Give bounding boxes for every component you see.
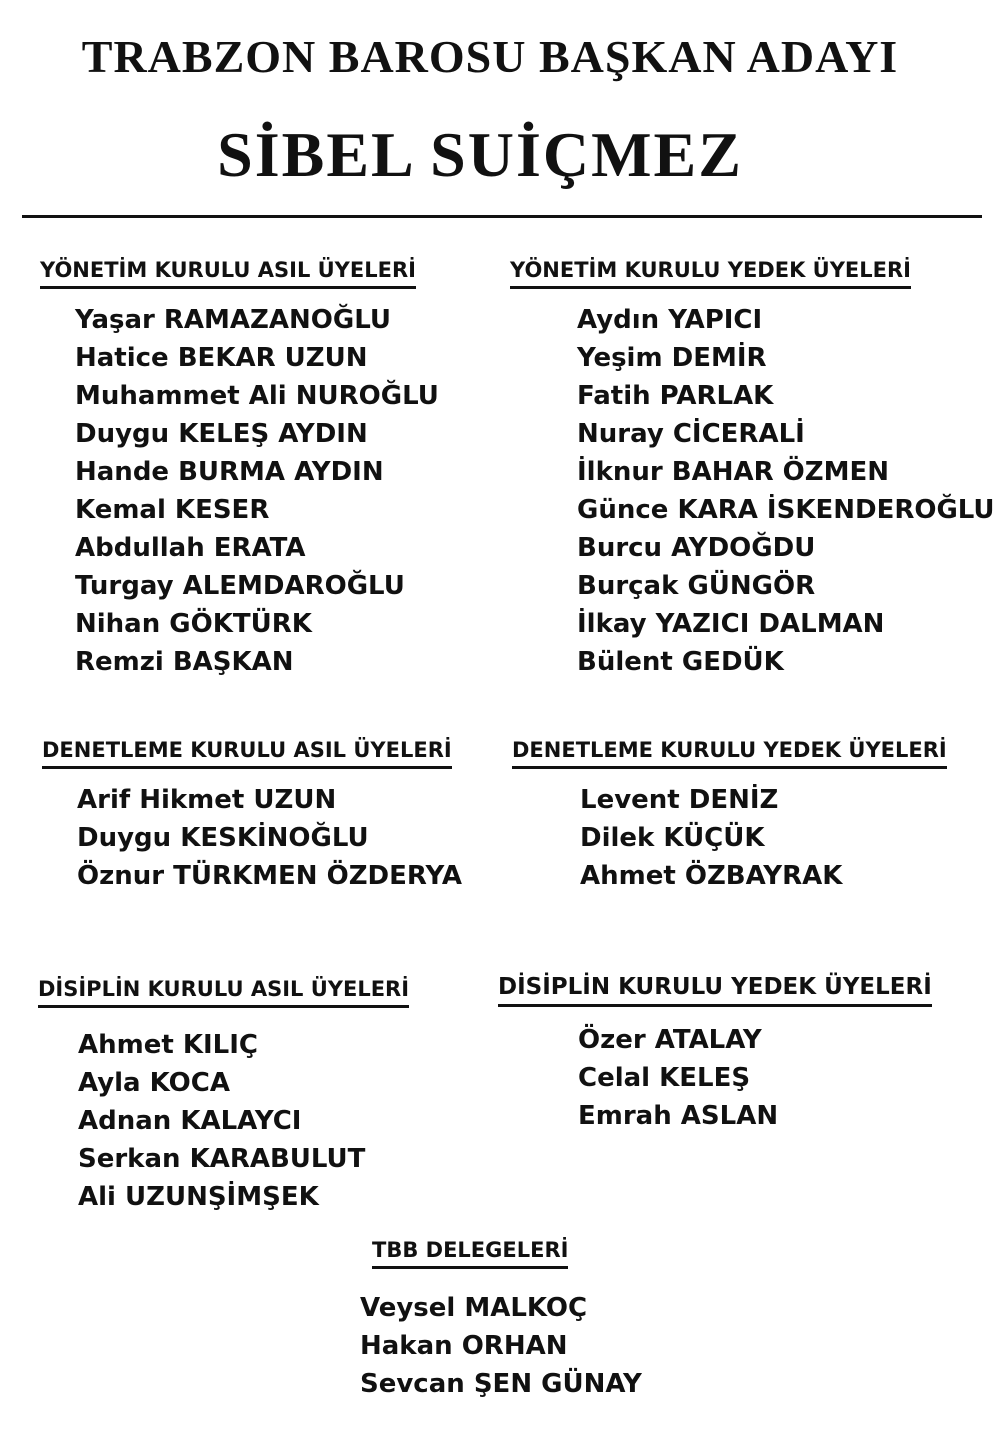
section-tbb-delegeleri xyxy=(360,1238,642,1403)
section-disiplin-yedek xyxy=(498,974,932,1135)
member-name: Dilek KÜÇÜK xyxy=(580,823,765,853)
member-name: Fatih PARLAK xyxy=(577,381,774,411)
member-name: Öznur TÜRKMEN ÖZDERYA xyxy=(77,861,462,891)
member-name: Abdullah ERATA xyxy=(75,533,306,563)
section-denetleme-asil xyxy=(42,738,462,895)
member-name: Burcu AYDOĞDU xyxy=(577,533,816,563)
section-heading: DİSİPLİN KURULU YEDEK ÜYELERİ xyxy=(498,974,932,1007)
member-name: Duygu KESKİNOĞLU xyxy=(77,823,369,853)
member-name: Levent DENİZ xyxy=(580,785,779,815)
member-name: Günce KARA İSKENDEROĞLU xyxy=(577,495,995,525)
member-name: Ali UZUNŞİMŞEK xyxy=(78,1182,319,1212)
section-heading: DENETLEME KURULU ASIL ÜYELERİ xyxy=(42,738,452,769)
member-name: İlknur BAHAR ÖZMEN xyxy=(577,457,890,487)
member-name: Remzi BAŞKAN xyxy=(75,647,294,677)
member-name: Kemal KESER xyxy=(75,495,270,525)
member-name: İlkay YAZICI DALMAN xyxy=(577,609,885,639)
member-list xyxy=(360,1289,642,1403)
member-list xyxy=(578,1021,932,1135)
member-name: Ahmet KILIÇ xyxy=(78,1030,258,1060)
member-name: Nihan GÖKTÜRK xyxy=(75,609,312,639)
section-heading: YÖNETİM KURULU YEDEK ÜYELERİ xyxy=(510,258,911,289)
member-name: Serkan KARABULUT xyxy=(78,1144,366,1174)
section-heading: DİSİPLİN KURULU ASIL ÜYELERİ xyxy=(38,977,409,1008)
member-name: Aydın YAPICI xyxy=(577,305,763,335)
member-name: Adnan KALAYCI xyxy=(78,1106,302,1136)
member-name: Veysel MALKOÇ xyxy=(360,1293,588,1323)
member-name: Yaşar RAMAZANOĞLU xyxy=(75,305,391,335)
member-name: Burçak GÜNGÖR xyxy=(577,571,816,601)
member-name: Turgay ALEMDAROĞLU xyxy=(75,571,405,601)
section-yonetim-asil xyxy=(40,258,439,681)
page-title: TRABZON BAROSU BAŞKAN ADAYI xyxy=(81,31,899,82)
candidate-name: SİBEL SUİÇMEZ xyxy=(217,119,743,190)
section-heading: YÖNETİM KURULU ASIL ÜYELERİ xyxy=(40,258,416,289)
member-name: Yeşim DEMİR xyxy=(577,343,767,373)
member-name: Muhammet Ali NUROĞLU xyxy=(75,381,439,411)
section-disiplin-asil xyxy=(38,977,409,1216)
member-name: Ahmet ÖZBAYRAK xyxy=(580,861,843,891)
member-name: Hande BURMA AYDIN xyxy=(75,457,384,487)
header-divider xyxy=(22,215,982,218)
member-name: Nuray CİCERALİ xyxy=(577,419,805,449)
section-yonetim-yedek xyxy=(510,258,995,681)
member-name: Bülent GEDÜK xyxy=(577,647,784,677)
member-name: Hakan ORHAN xyxy=(360,1331,568,1361)
member-name: Hatice BEKAR UZUN xyxy=(75,343,368,373)
member-name: Duygu KELEŞ AYDIN xyxy=(75,419,368,449)
member-list xyxy=(75,301,439,681)
section-heading: TBB DELEGELERİ xyxy=(372,1238,568,1269)
member-name: Arif Hikmet UZUN xyxy=(77,785,337,815)
member-list xyxy=(580,781,947,895)
member-name: Celal KELEŞ xyxy=(578,1063,751,1093)
member-list xyxy=(77,781,462,895)
section-heading: DENETLEME KURULU YEDEK ÜYELERİ xyxy=(512,738,947,769)
member-name: Sevcan ŞEN GÜNAY xyxy=(360,1369,642,1399)
member-name: Özer ATALAY xyxy=(578,1025,762,1055)
section-denetleme-yedek xyxy=(512,738,947,895)
member-name: Ayla KOCA xyxy=(78,1068,230,1098)
member-list xyxy=(577,301,995,681)
member-list xyxy=(78,1026,409,1216)
member-name: Emrah ASLAN xyxy=(578,1101,779,1131)
